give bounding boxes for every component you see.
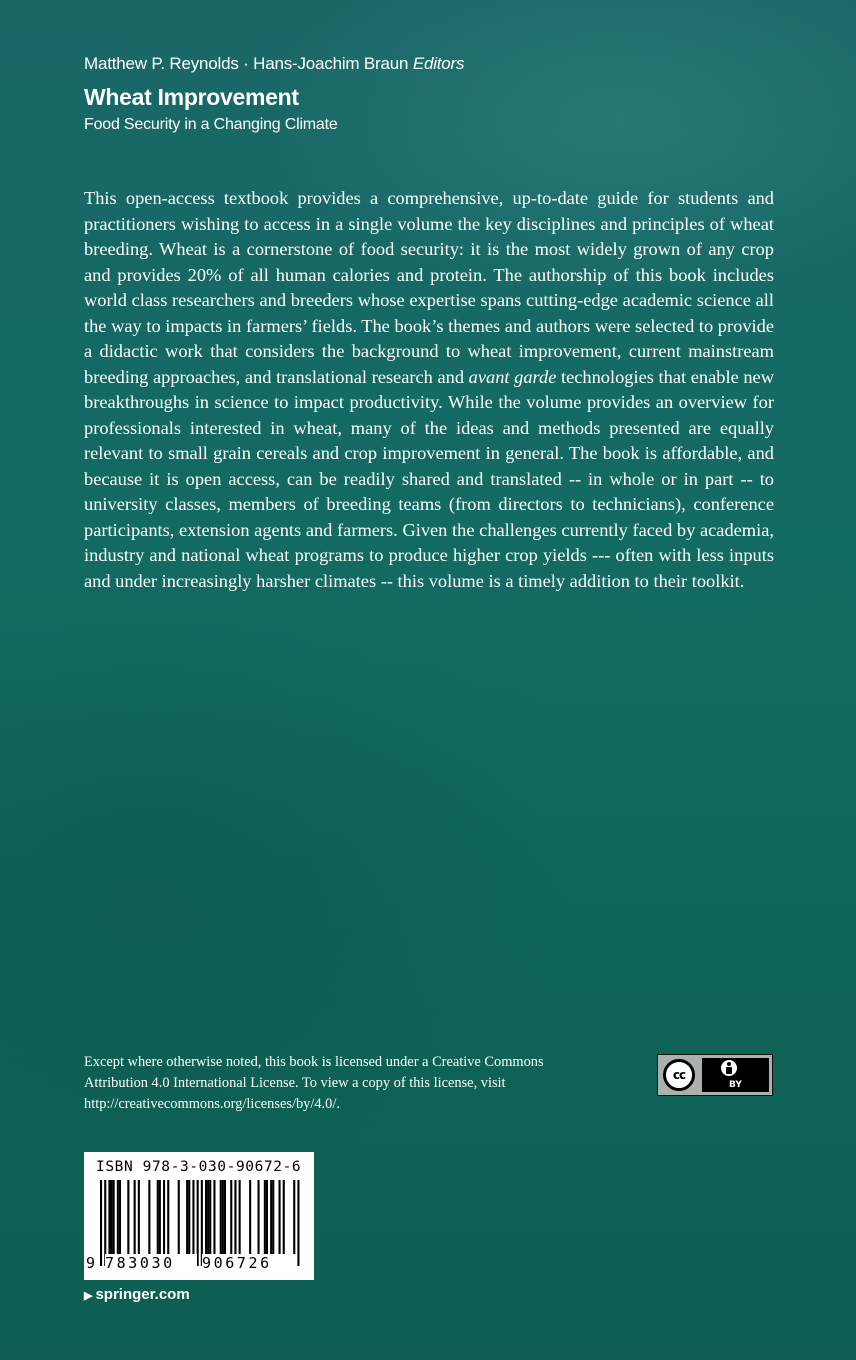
barcode-digits-right: 906726 [202,1254,296,1272]
triangle-right-icon: ▶ [84,1290,93,1302]
barcode-bar [163,1180,165,1256]
barcode-bar [224,1180,226,1256]
barcode-bar [213,1180,215,1256]
description-part-1: This open-access textbook provides a comprehensive, up-to-date guide for students and practitioners wishing to access in a single volume the key disciplines and principles of wheat breeding. Wheat is a cornerstone of food security: it is the most widely grown of any crop and provides 20% of all human calories and protein. The authorship of this book includes world class researchers and breeders whose expertise spans cutting-edge academic science all the way to impacts in farmers’ fields. The book’s themes and authors were selected to provide a didactic work that considers the background to wheat improvement, current mainstream breeding approaches, and translational research and [84,188,774,387]
barcode-bar [119,1180,121,1256]
license-notice: Except where otherwise noted, this book is licensed under a Creative Commons Attribution 4.0 International License. To view a copy of this license, visit http://creativecommons.org/licenses/by/4.0/. [84,1054,544,1112]
barcode-bar [239,1180,241,1256]
book-title: Wheat Improvement [84,84,299,110]
editors-role: Editors [412,54,465,73]
isbn-label: ISBN 978-3-030-90672-6 [96,1159,302,1175]
barcode-bar [270,1180,272,1256]
description-part-2: technologies that enable new breakthroughs in science to impact productivity. While the volume provides an overview for professionals interested in wheat, many of the ideas and methods presented are equally relevant to small grain cereals and crop improvement in general. The book is affordable, and because it is open access, can be readily shared and translated -- in whole or in part -- to university classes, members of breeding teams (from directors to technicians), conference participants, extension agents and farmers. Given the challenges currently faced by academia, industry and national wheat programs to produce higher crop yields --- often with less inputs and under increasingly harsher climates -- this volume is a timely addition to their toolkit. [84,366,775,591]
barcode-bar [138,1180,140,1256]
book-description [84,186,774,594]
isbn-barcode [84,1152,314,1280]
description-emphasis: avant garde [468,366,557,387]
barcode-bar [186,1180,188,1256]
barcode-bar [249,1180,251,1256]
barcode-bar [178,1180,180,1256]
description-paragraph [84,186,774,594]
barcode-bar [220,1180,222,1256]
book-header [84,52,784,136]
barcode-bar [258,1180,260,1256]
barcode-bar [111,1180,113,1256]
by-label: BY [729,1080,742,1090]
barcode-digits-left: 783030 [105,1254,197,1272]
cc-by-license-badge[interactable] [657,1054,773,1096]
barcode-bar [113,1180,115,1256]
barcode-bar [188,1180,190,1256]
barcode-bar [279,1180,281,1256]
book-subtitle: Food Security in a Changing Climate [84,116,338,133]
barcode-bar [234,1180,236,1256]
barcode-bar [192,1180,194,1256]
barcode-bar [100,1180,102,1266]
barcode-bar [148,1180,150,1256]
barcode-bar [264,1180,266,1256]
barcode-bar [157,1180,159,1256]
barcode-bar [297,1180,299,1266]
barcode-bar [266,1180,268,1256]
editors-line [84,52,784,76]
barcode-bar [167,1180,169,1256]
barcode-bar [127,1180,129,1256]
barcode-bar [283,1180,285,1256]
publisher-link-label: springer.com [95,1286,190,1303]
cc-icon: cc [663,1059,695,1091]
barcode-bar [272,1180,274,1256]
editors-names: Matthew P. Reynolds · Hans-Joachim Braun [84,54,409,73]
barcode-bar [108,1180,110,1256]
publisher-link[interactable] [84,1284,190,1307]
barcode-bar [207,1180,209,1256]
attribution-person-icon [719,1058,739,1078]
barcode-bar [209,1180,211,1256]
barcode-digit-first: 9 [86,1254,96,1272]
barcode-bar [222,1180,224,1256]
barcode-bar [117,1180,119,1256]
barcode-bar [205,1180,207,1256]
barcode-bar [134,1180,136,1256]
barcode-bar [230,1180,232,1256]
barcode-bar [159,1180,161,1256]
